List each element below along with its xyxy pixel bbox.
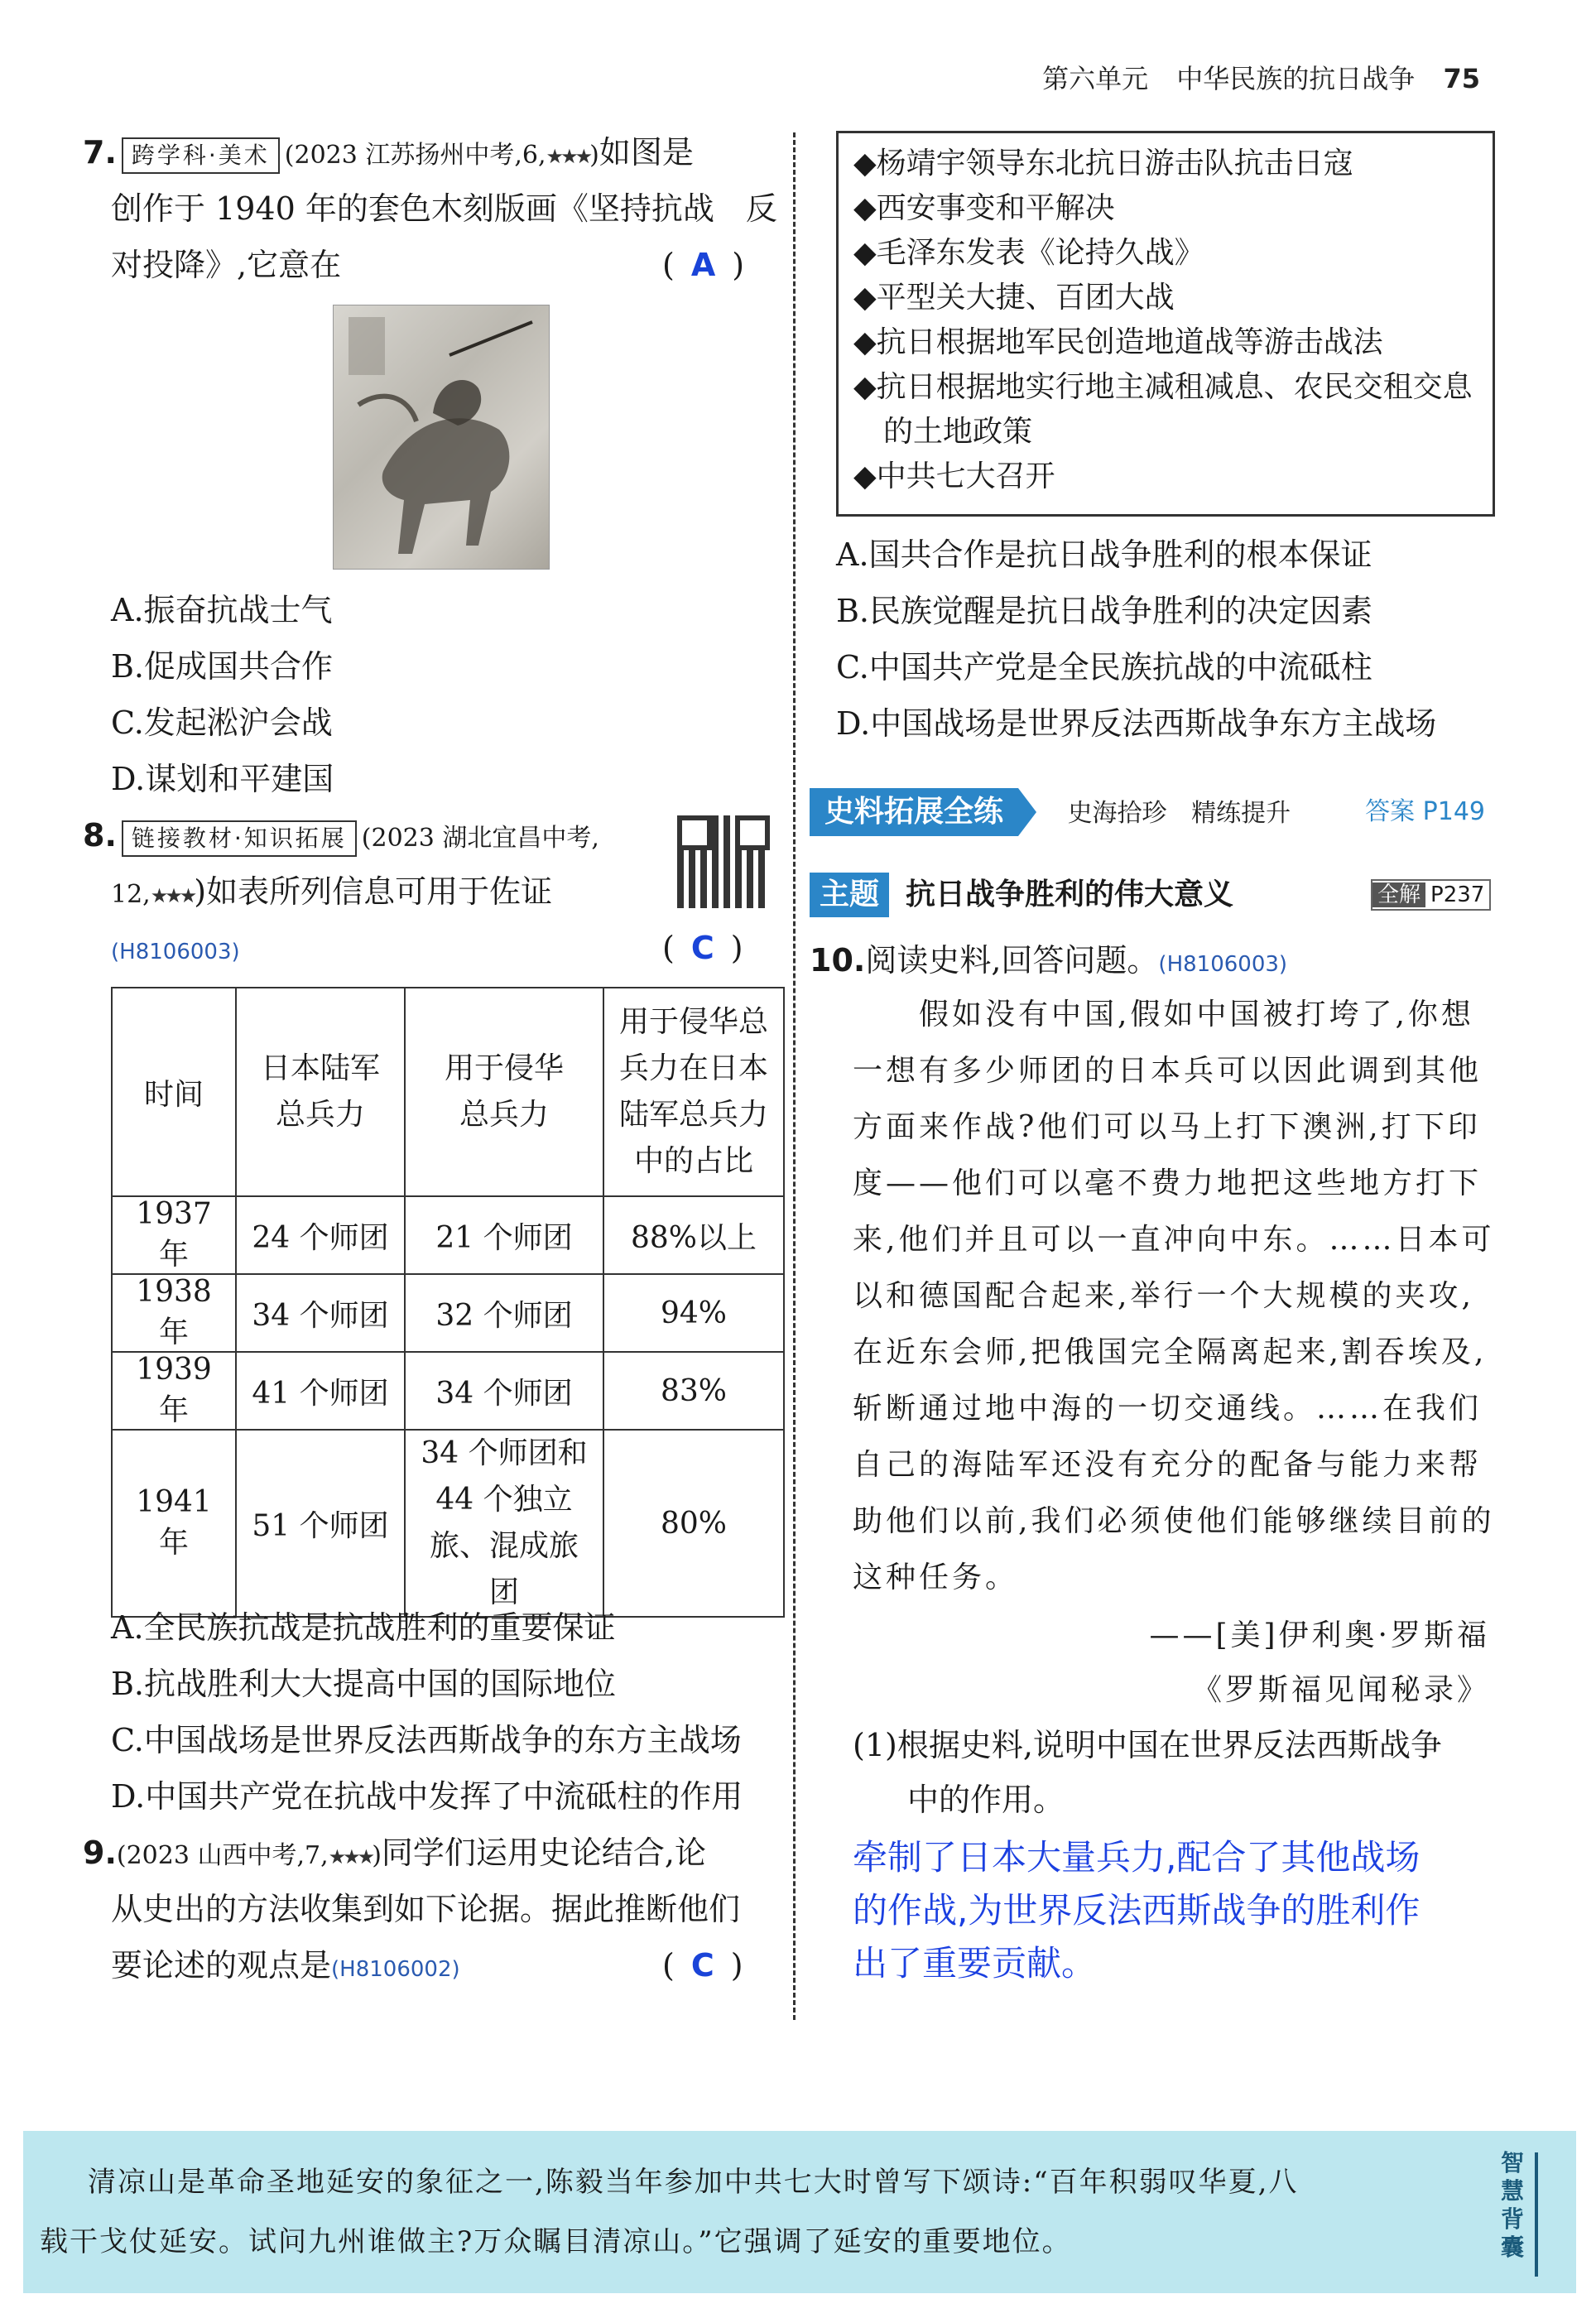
column-divider: [793, 132, 796, 2020]
q8-option-d: D.中国共产党在抗战中发挥了中流砥柱的作用: [111, 1778, 743, 1815]
q7-answer: A: [690, 247, 716, 283]
difficulty-stars-icon: ★★★: [546, 145, 590, 168]
q9-stem-1: 同学们运用史论结合,论: [381, 1835, 706, 1871]
q7-option-c: C.发起淞沪会战: [111, 705, 333, 741]
section-sub2: 精练提升: [1191, 799, 1291, 828]
evidence-item: ◆抗日根据地实行地主减租减息、农民交租交息: [853, 370, 1473, 404]
q8-option-a: A.全民族抗战是抗战胜利的重要保证: [111, 1609, 616, 1646]
q8-source: (2023 湖北宜昌中考,: [361, 824, 599, 853]
q9-code: (H8106002): [331, 1957, 460, 1982]
passage-line: 自己的海陆军还没有充分的配备与能力来帮: [853, 1448, 1483, 1482]
qr-code-icon[interactable]: [677, 815, 770, 908]
handwritten-answer: [853, 1831, 1420, 1990]
table-header-row: [112, 988, 784, 1196]
table-cell: 80%: [603, 1430, 784, 1617]
q9-option-b: B.民族觉醒是抗日战争胜利的决定因素: [836, 593, 1373, 629]
passage-line: 以和德国配合起来,举行一个大规模的夹攻,: [853, 1279, 1474, 1313]
q8-option-b: B.抗战胜利大大提高中国的国际地位: [111, 1666, 617, 1702]
table-cell: 24 个师团: [236, 1196, 405, 1274]
passage-attribution: ——[美]伊利奥·罗斯福: [1149, 1618, 1490, 1652]
evidence-item: ◆杨靖宇领导东北抗日游击队抗击日寇: [853, 147, 1353, 180]
table-cell: 34 个师团和44 个独立旅、混成旅团: [405, 1430, 603, 1617]
evidence-item: ◆抗日根据地军民创造地道战等游击战法: [853, 325, 1383, 359]
answer-line: 出了重要贡献。: [853, 1943, 1097, 1984]
q9-line1: [83, 1825, 706, 1885]
q8-stem: )如表所列信息可用于佐证: [194, 873, 553, 910]
table-cell: 88%以上: [603, 1196, 784, 1274]
q10-sub1-line2: 中的作用。: [907, 1782, 1065, 1818]
q7-stem-1: 如图是: [598, 134, 694, 171]
difficulty-stars-icon: ★★★: [150, 884, 195, 907]
q7-number: 7.: [83, 134, 117, 171]
topic-heading: [810, 873, 1233, 917]
section-banner: [810, 788, 1488, 836]
q9-source: (2023 山西中考,7,: [116, 1841, 329, 1870]
q9-number: 9.: [83, 1835, 117, 1871]
table-row: [112, 1196, 784, 1274]
table-cell: 1939 年: [112, 1352, 236, 1430]
q7-tag: 跨学科·美术: [122, 137, 280, 174]
q10-passage: [853, 987, 1494, 1606]
q7-stem-3: 对投降》,它意在: [111, 247, 342, 283]
q9-answer: C: [690, 1947, 714, 1984]
section-title: 史料拓展全练: [810, 788, 1018, 836]
q7-option-a: A.振奋抗战士气: [111, 592, 333, 628]
tip-text: 清凉山是革命圣地延安的象征之一,陈毅当年参加中共七大时曾写下颂诗:“百年积弱叹华夏,八 载干戈仗延安。试问九州谁做主?万众瞩目清凉山。”它强调了延安的重要地位。: [40, 2166, 1299, 2258]
passage-line: 一想有多少师团的日本兵可以因此调到其他: [853, 1054, 1483, 1088]
answer-line: 牵制了日本大量兵力,配合了其他战场: [853, 1837, 1421, 1878]
table-cell: 34 个师团: [236, 1274, 405, 1352]
table-cell: 83%: [603, 1352, 784, 1430]
q8-answer-slot: ( C ): [662, 930, 743, 966]
table-cell: 1938 年: [112, 1274, 236, 1352]
woodcut-print-image: [333, 305, 550, 570]
q8-number: 8.: [83, 817, 117, 854]
passage-line: 假如没有中国,假如中国被打垮了,你想: [853, 998, 1474, 1032]
passage-source-book: 《罗斯福见闻秘录》: [1191, 1673, 1490, 1707]
difficulty-stars-icon: ★★★: [328, 1845, 373, 1868]
tip-side-bar: [1535, 2152, 1538, 2277]
evidence-item: 的土地政策: [853, 415, 1033, 449]
woodcut-illustration: [334, 305, 549, 569]
table-cell: 94%: [603, 1274, 784, 1352]
evidence-item: ◆毛泽东发表《论持久战》: [853, 236, 1204, 270]
q10-code: (H8106003): [1158, 952, 1288, 977]
table-cell: 32 个师团: [405, 1274, 603, 1352]
q7-option-b: B.促成国共合作: [111, 648, 334, 685]
table-header-cell: 日本陆军总兵力: [236, 988, 405, 1196]
q7-answer-slot: ( A ): [662, 247, 745, 283]
table-row: [112, 1352, 784, 1430]
q10-number: 10.: [810, 942, 866, 979]
q9-option-d: D.中国战场是世界反法西斯战争东方主战场: [836, 705, 1437, 742]
passage-line: 方面来作战?他们可以马上打下澳洲,打下印: [853, 1110, 1481, 1144]
q9-stem-3: 要论述的观点是(H8106002): [111, 1947, 460, 1984]
q10-stem: 10.阅读史料,回答问题。(H8106003): [810, 942, 1288, 979]
unit-title: 中华民族的抗日战争: [1176, 63, 1416, 94]
unit-label: 第六单元: [1042, 63, 1149, 94]
table-cell: 51 个师团: [236, 1430, 405, 1617]
q8-tag: 链接教材·知识拓展: [122, 820, 357, 857]
q9-stem-2: 从史出的方法收集到如下论据。据此推断他们: [111, 1891, 741, 1927]
table-header-cell: 用于侵华总兵力: [405, 988, 603, 1196]
passage-line: 在近东会师,把俄国完全隔离起来,割吞埃及,: [853, 1335, 1488, 1369]
passage-line: 度——他们可以毫不费力地把这些地方打下: [853, 1166, 1483, 1200]
table-header-cell: 时间: [112, 988, 236, 1196]
topic-title: 抗日战争胜利的伟大意义: [906, 878, 1234, 911]
answer-key-ref: 答案 P149: [1365, 797, 1485, 826]
q7-option-d: D.谋划和平建国: [111, 761, 334, 797]
passage-line: 这种任务。: [853, 1561, 1019, 1594]
army-data-table: [111, 987, 785, 1618]
full-solution-ref: 全解 P237: [1371, 879, 1491, 911]
q10-sub1-line1: (1)根据史料,说明中国在世界反法西斯战争: [853, 1727, 1442, 1763]
wisdom-tip-box: [23, 2131, 1576, 2293]
q9-source-end: ): [372, 1841, 382, 1870]
q9-evidence-box: [836, 131, 1495, 517]
table-cell: 34 个师团: [405, 1352, 603, 1430]
q9-option-c: C.中国共产党是全民族抗战的中流砥柱: [836, 649, 1372, 685]
passage-line: 斩断通过地中海的一切交通线。……在我们: [853, 1392, 1483, 1426]
q9-option-a: A.国共合作是抗日战争胜利的根本保证: [836, 536, 1372, 573]
section-sub1: 史海拾珍: [1067, 799, 1167, 828]
table-header-cell: 用于侵华总兵力在日本陆军总兵力中的占比: [603, 988, 784, 1196]
q8-source-2: 12,: [111, 880, 151, 909]
evidence-item: ◆平型关大捷、百团大战: [853, 281, 1175, 315]
banner-arrow-icon: [1018, 788, 1036, 836]
q8-line1: [83, 807, 599, 867]
table-row: [112, 1430, 784, 1617]
q8-line2: [111, 863, 552, 924]
evidence-item: ◆中共七大召开: [853, 459, 1055, 493]
q8-answer: C: [690, 930, 714, 966]
page-header: [1042, 58, 1480, 96]
table-row: [112, 1274, 784, 1352]
table-cell: 41 个师团: [236, 1352, 405, 1430]
q7-stem-2: 创作于 1940 年的套色木刻版画《坚持抗战 反: [111, 190, 777, 227]
table-cell: 1941 年: [112, 1430, 236, 1617]
answer-line: 的作战,为世界反法西斯战争的胜利作: [853, 1890, 1421, 1931]
topic-badge: 主题: [810, 873, 889, 917]
q7-source: (2023 江苏扬州中考,6,: [284, 141, 546, 170]
q8-code: (H8106003): [111, 940, 240, 964]
q9-answer-slot: ( C ): [662, 1947, 743, 1984]
q8-option-c: C.中国战场是世界反法西斯战争的东方主战场: [111, 1722, 742, 1758]
passage-line: 来,他们并且可以一直冲向中东。……日本可: [853, 1223, 1495, 1257]
evidence-item: ◆西安事变和平解决: [853, 191, 1115, 225]
q7-line1: [83, 124, 694, 185]
q7-source-end: ): [589, 141, 599, 170]
passage-line: 助他们以前,我们必须使他们能够继续目前的: [853, 1504, 1495, 1538]
table-cell: 1937 年: [112, 1196, 236, 1274]
tip-side-label: 智慧背囊: [1500, 2149, 1524, 2261]
table-cell: 21 个师团: [405, 1196, 603, 1274]
page-number: 75: [1443, 63, 1480, 94]
